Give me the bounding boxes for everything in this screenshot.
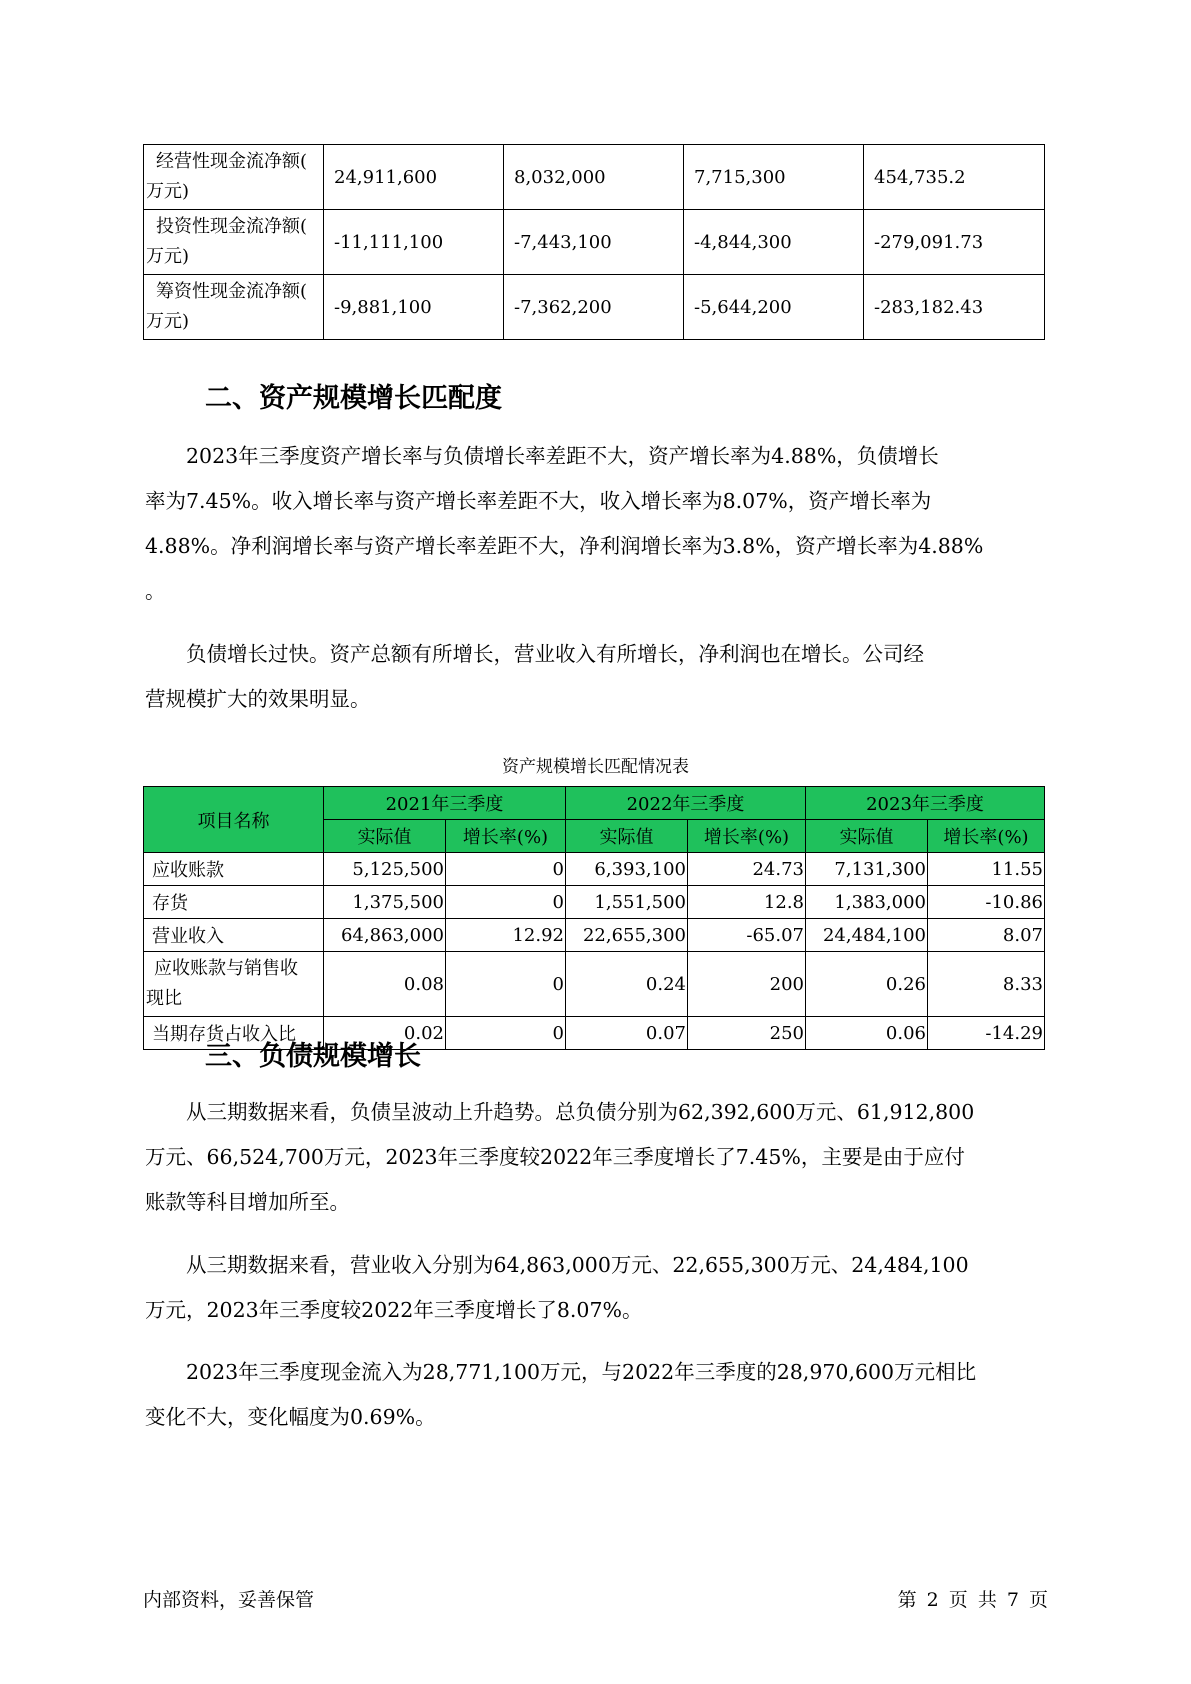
table-cell: 11.55 [928, 853, 1045, 886]
row-label: 应收账款 [144, 853, 324, 886]
footer-confidential-note: 内部资料，妥善保管 [143, 1589, 315, 1611]
table-cell: 24.73 [688, 853, 806, 886]
table-cell: 1,383,000 [806, 886, 928, 919]
table-cell: 0 [446, 886, 566, 919]
table-row [144, 145, 1045, 210]
table-cell: 200 [688, 952, 806, 1017]
header-period-2021: 2021年三季度 [324, 787, 566, 820]
row-label: 营业收入 [144, 919, 324, 952]
table-cell: 0.06 [806, 1017, 928, 1050]
row-label: 当期存货占收入比 [144, 1017, 324, 1050]
paragraph-asset-growth-rates: 2023年三季度资产增长率与负债增长率差距不大，资产增长率为4.88%，负债增长 率为7.45%。收入增长率与资产增长率差距不大，收入增长率为8.07%，资产增长率为 4.88%。净利润增长率与资产增长率差距不大，净利润增长率为3.8%，资产增长率为4.88% 。 [145, 444, 984, 603]
table-cell: 8,032,000 [504, 145, 684, 210]
table-cell: -7,362,200 [504, 275, 684, 340]
table-cell: 5,125,500 [324, 853, 446, 886]
table-cell: -9,881,100 [324, 275, 504, 340]
header-actual: 实际值 [566, 820, 688, 853]
table-cell: -11,111,100 [324, 210, 504, 275]
table-row [144, 919, 1045, 952]
table-cell: 8.33 [928, 952, 1045, 1017]
header-growth: 增长率(%) [446, 820, 566, 853]
table-row [144, 210, 1045, 275]
row-label: 投资性现金流净额( 万元) [144, 210, 324, 275]
row-label: 应收账款与销售收 现比 [144, 952, 324, 1017]
header-growth: 增长率(%) [928, 820, 1045, 853]
table-cell: -65.07 [688, 919, 806, 952]
header-period-2022: 2022年三季度 [566, 787, 806, 820]
header-item-name: 项目名称 [144, 787, 324, 853]
header-growth: 增长率(%) [688, 820, 806, 853]
table-cell: 0.24 [566, 952, 688, 1017]
table-row [144, 886, 1045, 919]
table-caption: 资产规模增长匹配情况表 [502, 757, 689, 777]
table-row [144, 853, 1045, 886]
table-cell: 0.07 [566, 1017, 688, 1050]
table-cell: 12.92 [446, 919, 566, 952]
table-cell: 6,393,100 [566, 853, 688, 886]
table-cell: -4,844,300 [684, 210, 864, 275]
table-cell: 0.26 [806, 952, 928, 1017]
table-row [144, 275, 1045, 340]
table-cell: 8.07 [928, 919, 1045, 952]
table-cell: -279,091.73 [864, 210, 1045, 275]
paragraph-revenue-trend: 从三期数据来看，营业收入分别为64,863,000万元、22,655,300万元、24,484,100 万元，2023年三季度较2022年三季度增长了8.07%。 [145, 1253, 969, 1322]
table-cell: 64,863,000 [324, 919, 446, 952]
table-cell: -283,182.43 [864, 275, 1045, 340]
section-heading-liability-growth: 三、负债规模增长 [205, 1041, 421, 1072]
table-cell: 1,375,500 [324, 886, 446, 919]
table-cell: -5,644,200 [684, 275, 864, 340]
table-cell: 1,551,500 [566, 886, 688, 919]
table-cell: 250 [688, 1017, 806, 1050]
paragraph-asset-growth-summary: 负债增长过快。资产总额有所增长，营业收入有所增长，净利润也在增长。公司经 营规模扩大的效果明显。 [145, 642, 924, 711]
section-heading-asset-growth: 二、资产规模增长匹配度 [205, 383, 502, 414]
header-actual: 实际值 [324, 820, 446, 853]
table-cell: 0.02 [324, 1017, 446, 1050]
table-cell: 0 [446, 1017, 566, 1050]
table-cell: 24,484,100 [806, 919, 928, 952]
cashflow-table [143, 144, 1045, 340]
table-cell: 7,715,300 [684, 145, 864, 210]
table-cell: 454,735.2 [864, 145, 1045, 210]
table-cell: -7,443,100 [504, 210, 684, 275]
table-row [144, 952, 1045, 1017]
table-cell: 12.8 [688, 886, 806, 919]
asset-growth-table [143, 786, 1045, 1050]
table-cell: 7,131,300 [806, 853, 928, 886]
paragraph-cash-inflow: 2023年三季度现金流入为28,771,100万元，与2022年三季度的28,970,600万元相比 变化不大，变化幅度为0.69%。 [145, 1360, 977, 1429]
header-actual: 实际值 [806, 820, 928, 853]
table-cell: -14.29 [928, 1017, 1045, 1050]
row-label: 经营性现金流净额( 万元) [144, 145, 324, 210]
footer-page-number: 第 2 页 共 7 页 [897, 1589, 1048, 1611]
table-cell: 0 [446, 952, 566, 1017]
table-cell: -10.86 [928, 886, 1045, 919]
header-period-2023: 2023年三季度 [806, 787, 1045, 820]
row-label: 存货 [144, 886, 324, 919]
table-cell: 24,911,600 [324, 145, 504, 210]
table-cell: 22,655,300 [566, 919, 688, 952]
row-label: 筹资性现金流净额( 万元) [144, 275, 324, 340]
paragraph-liability-trend: 从三期数据来看，负债呈波动上升趋势。总负债分别为62,392,600万元、61,912,800 万元、66,524,700万元，2023年三季度较2022年三季度增长了7.45%，主要是由于应付 账款等科目增加所至。 [145, 1100, 975, 1214]
table-cell: 0.08 [324, 952, 446, 1017]
table-cell: 0 [446, 853, 566, 886]
